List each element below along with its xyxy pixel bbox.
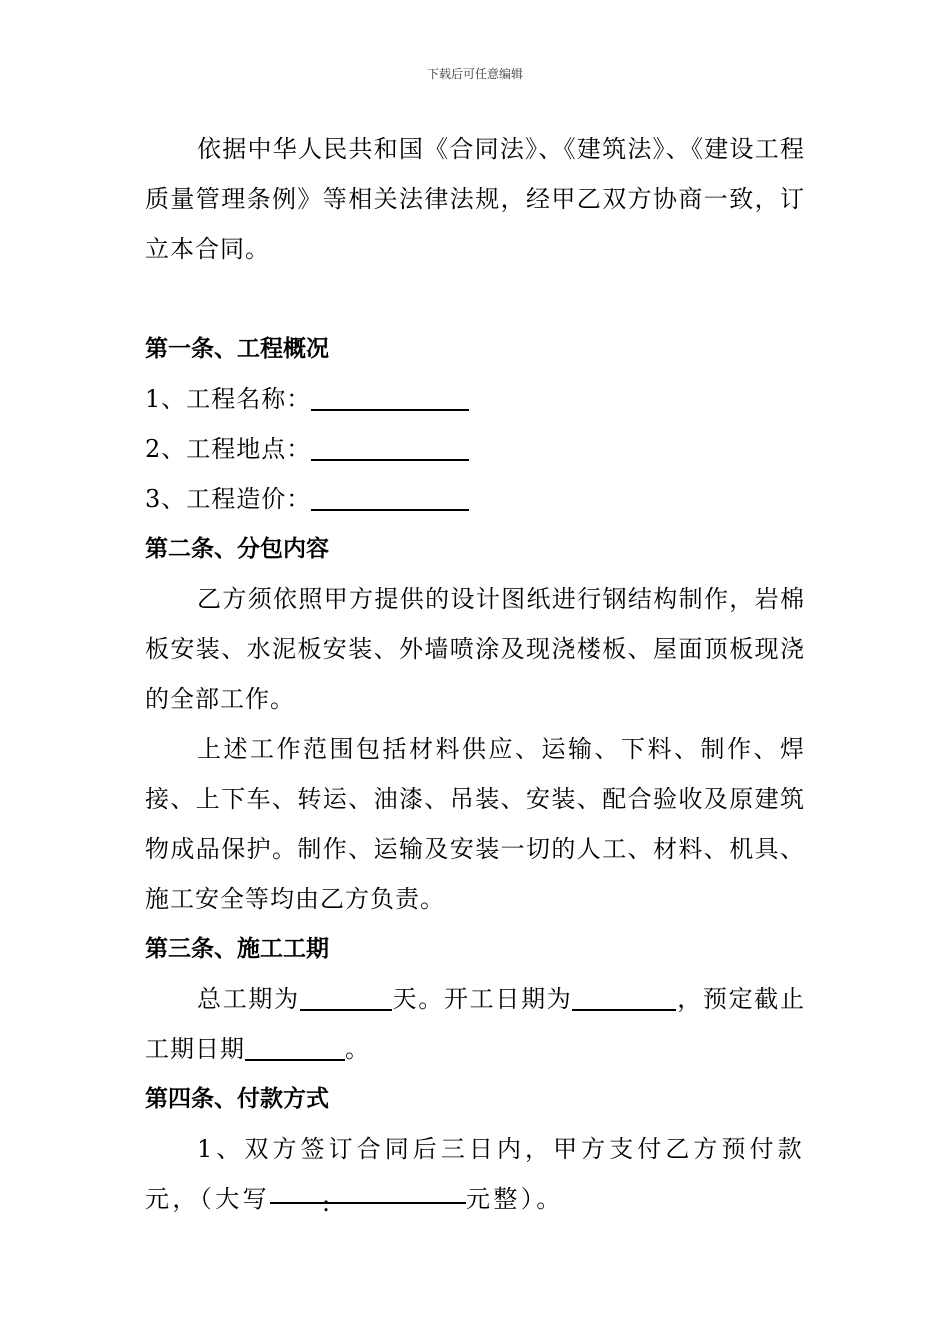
spacer bbox=[145, 274, 805, 324]
end-date-label: ，预定截止工期日期 bbox=[145, 985, 806, 1063]
page-header: 下载后可任意编辑 bbox=[426, 67, 523, 81]
scope-detail-paragraph: 上述工作范围包括材料供应、运输、下料、制作、焊接、上下车、转运、油漆、吊装、安装、配合验收及原建筑物成品保护。制作、运输及安装一切的人工、材料、机具、施工安全等均由乙方负责。 bbox=[145, 735, 805, 913]
project-location-blank[interactable] bbox=[311, 435, 469, 461]
payment-text: 1、双方签订合同后三日内，甲方支付乙方预付款元，（大写 bbox=[145, 1135, 805, 1213]
project-name-label: 1、工程名称： bbox=[145, 385, 312, 413]
project-name-line bbox=[145, 374, 805, 424]
contract-body bbox=[145, 124, 805, 1224]
schedule-end: 。 bbox=[345, 1035, 370, 1063]
total-days-blank[interactable] bbox=[300, 985, 392, 1011]
total-period-label: 总工期为 bbox=[197, 985, 300, 1013]
start-date-blank[interactable] bbox=[572, 985, 676, 1011]
project-cost-blank[interactable] bbox=[311, 485, 469, 511]
project-cost-label: 3、工程造价： bbox=[145, 485, 312, 513]
payment-paragraph bbox=[145, 1124, 805, 1224]
article-4-title: 第四条、付款方式 bbox=[145, 1086, 329, 1112]
end-date-blank[interactable] bbox=[245, 1035, 345, 1061]
start-date-label: 天。开工日期为 bbox=[391, 985, 573, 1013]
payment-amount-blank[interactable] bbox=[270, 1178, 466, 1217]
article-3-title: 第三条、施工工期 bbox=[145, 936, 329, 962]
schedule-paragraph bbox=[145, 974, 805, 1074]
article-1-title: 第一条、工程概况 bbox=[145, 336, 329, 362]
project-cost-line bbox=[145, 474, 805, 524]
project-location-label: 2、工程地点： bbox=[145, 435, 312, 463]
project-location-line bbox=[145, 424, 805, 474]
project-name-blank[interactable] bbox=[311, 385, 469, 411]
colon-mark: : bbox=[322, 1189, 331, 1217]
scope-paragraph: 乙方须依照甲方提供的设计图纸进行钢结构制作，岩棉板安装、水泥板安装、外墙喷涂及现浇楼板、屋面顶板现浇的全部工作。 bbox=[145, 585, 805, 713]
article-2-title: 第二条、分包内容 bbox=[145, 536, 329, 562]
payment-end: 元整）。 bbox=[466, 1185, 564, 1213]
intro-paragraph: 依据中华人民共和国《合同法》、《建筑法》、《建设工程质量管理条例》等相关法律法规，经甲乙双方协商一致，订立本合同。 bbox=[145, 135, 805, 263]
